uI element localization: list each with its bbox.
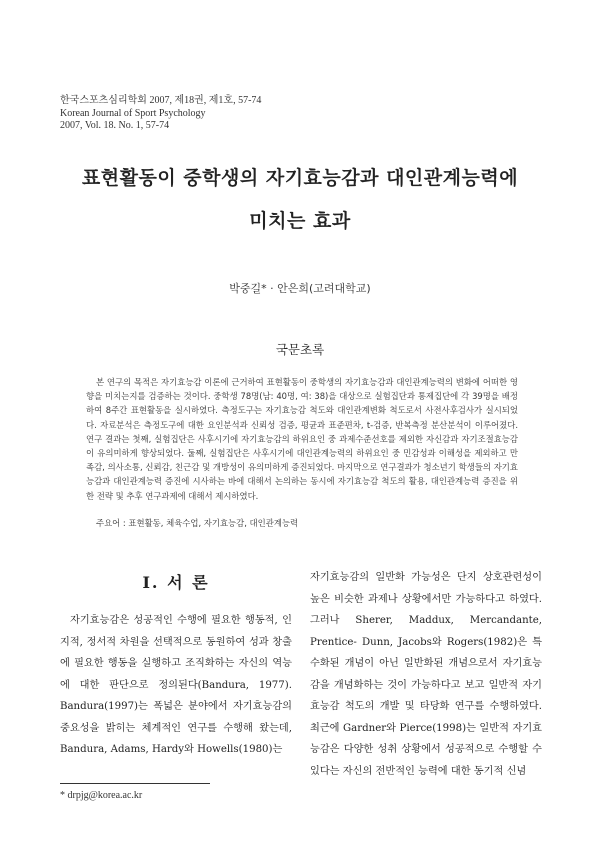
journal-line-english: Korean Journal of Sport Psychology xyxy=(60,107,206,119)
paper-title-line2: 미치는 효과 xyxy=(249,210,351,232)
body-column-right: 자기효능감의 일반화 가능성은 단지 상호관련성이 높은 비슷한 과제나 상황에서만 가능하다고 하였다. 그러나 Sherer, Maddux, Mercandante, Prentice- Dunn, Jacobs와 Rogers(1982)은 특수화된 개념이 아닌 일반화된 개념으로서 자기효능감을 개념화하는 것이 가능하다고 보고 일반적 자기효능감 척도의 개발 및 타당화 연구를 수행하였다. 최근에 Gardner와 Pierce(1998)는 일반적 자기효능감은 다양한 성취 상황에서 성공적으로 수행할 수 있다는 자신의 전반적인 능력에 대한 동기적 신념 xyxy=(310,572,542,777)
journal-line-volume: 2007, Vol. 18. No. 1, 57-74 xyxy=(60,120,170,131)
abstract-body: 본 연구의 목적은 자기효능감 이론에 근거하여 표현활동이 중학생의 자기효능감과 대인관계능력의 변화에 어떠한 영향을 미치는지를 검증하는 것이다. 중학생 78명(남: 40명, 여: 38)을 대상으로 실험집단과 통제집단에 각 39명을 배정하여 8주간 표현활동을 실시하였다. 측정도구는 자기효능감 척도와 대인관계변화 척도로서 사전사후검사가 실시되었다. 자료분석은 측정도구에 대한 요인분석과 신뢰성 검증, 평균과 표준편차, t-검증, 반복측정 분산분석이 이루어졌다. 연구 결과는 첫째, 실험집단은 사후시기에 자기효능감의 하위요인 중 과제수준선호를 제외한 자신감과 자기조절효능감이 유의미하게 향상되었다. 둘째, 실험집단은 사후시기에 대인관계능력의 하위요인 중 민감성과 이해성을 제외하고 만족감, 의사소통, 신뢰감, 친근감 및 개방성이 유의미하게 증진되었다. 마지막으로 연구결과가 청소년기 학생들의 자기효능감과 대인관계능력 증진에 시사하는 바에 대해서 논의하는 동시에 자기효능감 척도의 활용, 대인관계능력 증진을 위한 전략 및 추후 연구과제에 대해서 제시하였다. xyxy=(86,377,518,501)
abstract-heading: 국문초록 xyxy=(275,342,325,357)
body-column-left: 자기효능감은 성공적인 수행에 필요한 행동적, 인지적, 정서적 차원을 선택적으로 동원하여 성과 창출에 필요한 행동을 실행하고 조직화하는 자신의 역능에 대한 판단으로 정의된다(Bandura, 1977). Bandura(1997)는 폭넓은 분야에서 자기효능감의 중요성을 밝히는 체계적인 연구를 수행해 왔는데, Bandura, Adams, Hardy와 Howells(1980)는 xyxy=(60,615,292,755)
paper-title-line1: 표현활동이 중학생의 자기효능감과 대인관계능력에 xyxy=(81,167,519,189)
footnote-divider xyxy=(60,783,210,784)
keywords: 주요어 : 표현활동, 체육수업, 자기효능감, 대인관계능력 xyxy=(96,518,299,528)
authors: 박중길* · 안은희(고려대학교) xyxy=(229,282,371,295)
footnote-email: * drpjg@korea.ac.kr xyxy=(60,790,143,801)
journal-line-korean: 한국스포츠심리학회 2007, 제18권, 제1호, 57-74 xyxy=(60,95,262,106)
journal-citation xyxy=(60,95,261,133)
section-heading: I. 서 론 xyxy=(142,573,210,592)
